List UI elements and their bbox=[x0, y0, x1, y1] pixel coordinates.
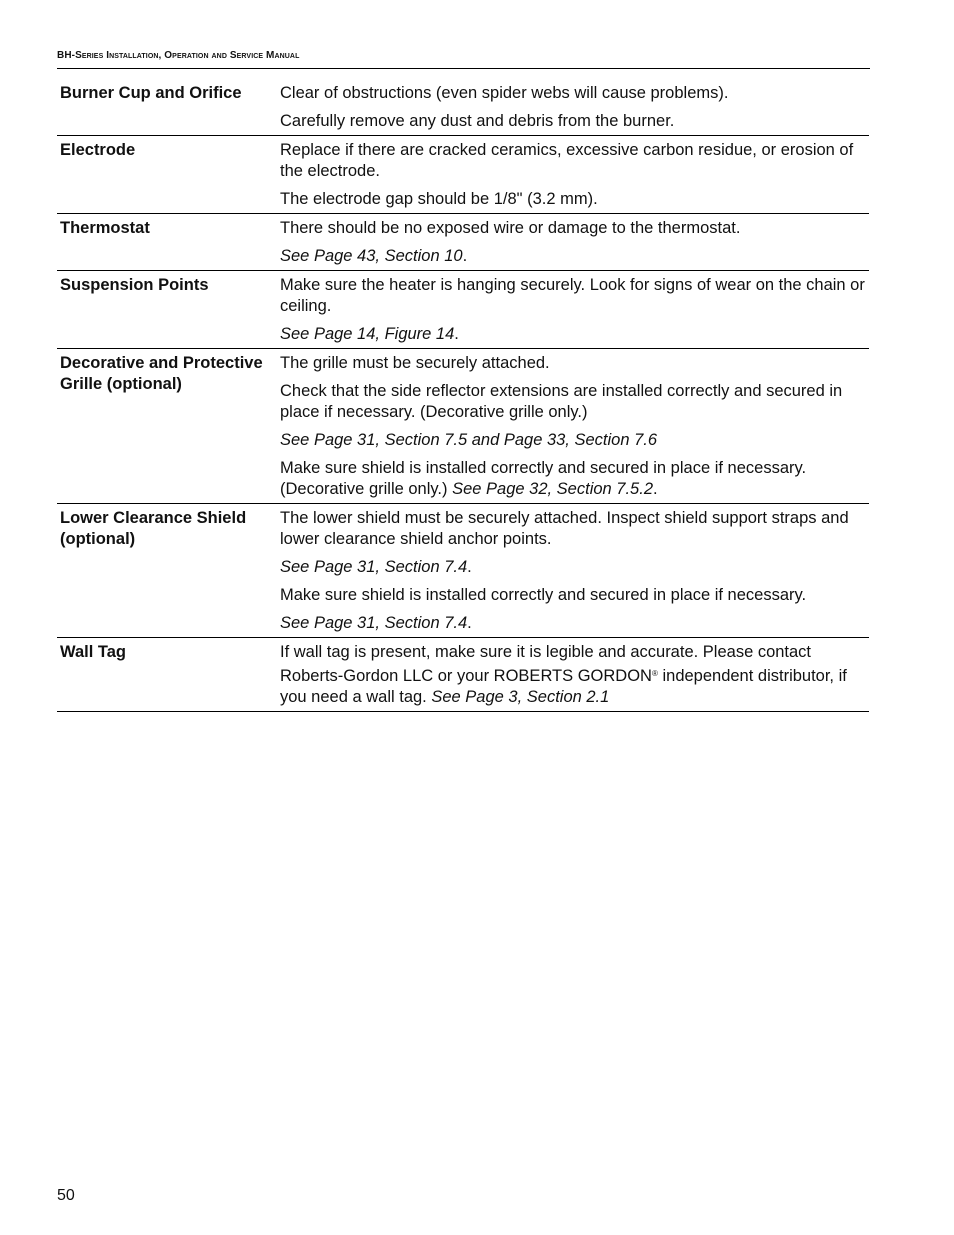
row-text: Replace if there are cracked ceramics, excessive carbon residue, or erosion of the electrode. bbox=[280, 141, 854, 180]
row-label: Lower Clearance Shield (optional) bbox=[60, 509, 247, 548]
row-text: Check that the side reflector extensions are installed correctly and secured in place if necessary. (Decorative grille only.) bbox=[280, 382, 843, 421]
row-text: The grille must be securely attached. bbox=[280, 354, 550, 372]
row-reference bbox=[280, 324, 865, 345]
running-header: BH-Series Installation, Operation and Service Manual bbox=[57, 50, 300, 61]
table-row-burner-cup bbox=[57, 79, 869, 135]
row-reference bbox=[280, 613, 865, 634]
table-row-thermostat bbox=[57, 213, 869, 270]
registered-mark: ® bbox=[651, 669, 658, 678]
row-reference bbox=[280, 246, 865, 267]
row-label: Burner Cup and Orifice bbox=[60, 84, 242, 102]
reference-link: See Page 32, Section 7.5.2 bbox=[452, 480, 653, 498]
row-label: Wall Tag bbox=[60, 643, 126, 661]
row-reference: See Page 31, Section 7.5 and Page 33, Section 7.6 bbox=[280, 431, 658, 449]
row-text: Make sure shield is installed correctly and secured in place if necessary. bbox=[280, 586, 807, 604]
reference-tail: . bbox=[467, 558, 472, 576]
row-text: Make sure shield is installed correctly and secured in place if necessary. (Decorative grille only.) bbox=[280, 459, 807, 498]
reference-link: See Page 31, Section 7.4 bbox=[280, 558, 468, 576]
row-text: The electrode gap should be 1/8" (3.2 mm). bbox=[280, 190, 598, 208]
row-label: Electrode bbox=[60, 141, 136, 159]
table-row-grille bbox=[57, 348, 869, 503]
row-text: If wall tag is present, make sure it is legible and accurate. Please contact Roberts-Gordon LLC or your ROBERTS GORDON bbox=[280, 643, 812, 685]
reference-tail: . bbox=[653, 480, 658, 498]
row-text: Make sure the heater is hanging securely. Look for signs of wear on the chain or ceiling. bbox=[280, 276, 865, 315]
table-row-lower-clearance-shield bbox=[57, 503, 869, 637]
table-row-wall-tag bbox=[57, 637, 869, 711]
row-text: There should be no exposed wire or damage to the thermostat. bbox=[280, 219, 741, 237]
row-content bbox=[280, 136, 869, 213]
reference-tail: . bbox=[454, 325, 459, 343]
reference-tail: . bbox=[462, 247, 468, 265]
reference-tail: . bbox=[467, 614, 472, 632]
row-reference bbox=[280, 557, 865, 578]
row-content bbox=[280, 349, 869, 503]
table-row-electrode bbox=[57, 135, 869, 213]
row-label: Thermostat bbox=[60, 219, 150, 237]
row-text-with-reference bbox=[280, 642, 865, 708]
header-rule bbox=[57, 68, 870, 69]
reference-link: See Page 3, Section 2.1 bbox=[431, 688, 610, 706]
maintenance-table bbox=[57, 79, 869, 712]
row-text: The lower shield must be securely attached. Inspect shield support straps and lower clearance shield anchor points. bbox=[280, 509, 849, 548]
page-number: 50 bbox=[57, 1187, 75, 1204]
row-label: Suspension Points bbox=[60, 276, 209, 294]
row-text: independent distributor, if you need a wall tag. bbox=[280, 667, 847, 706]
row-content bbox=[280, 271, 869, 348]
row-text: Carefully remove any dust and debris from the burner. bbox=[280, 112, 675, 130]
row-content bbox=[280, 504, 869, 637]
reference-link: See Page 43, Section 10 bbox=[280, 247, 463, 265]
row-content bbox=[280, 638, 869, 711]
row-content bbox=[280, 214, 869, 270]
reference-link: See Page 31, Section 7.4 bbox=[280, 614, 468, 632]
row-label: Decorative and Protective Grille (optional) bbox=[60, 354, 263, 393]
row-text-with-reference bbox=[280, 458, 865, 500]
row-content bbox=[280, 79, 869, 135]
reference-link: See Page 14, Figure 14 bbox=[280, 325, 455, 343]
row-text: Clear of obstructions (even spider webs will cause problems). bbox=[280, 84, 729, 102]
table-row-suspension-points bbox=[57, 270, 869, 348]
